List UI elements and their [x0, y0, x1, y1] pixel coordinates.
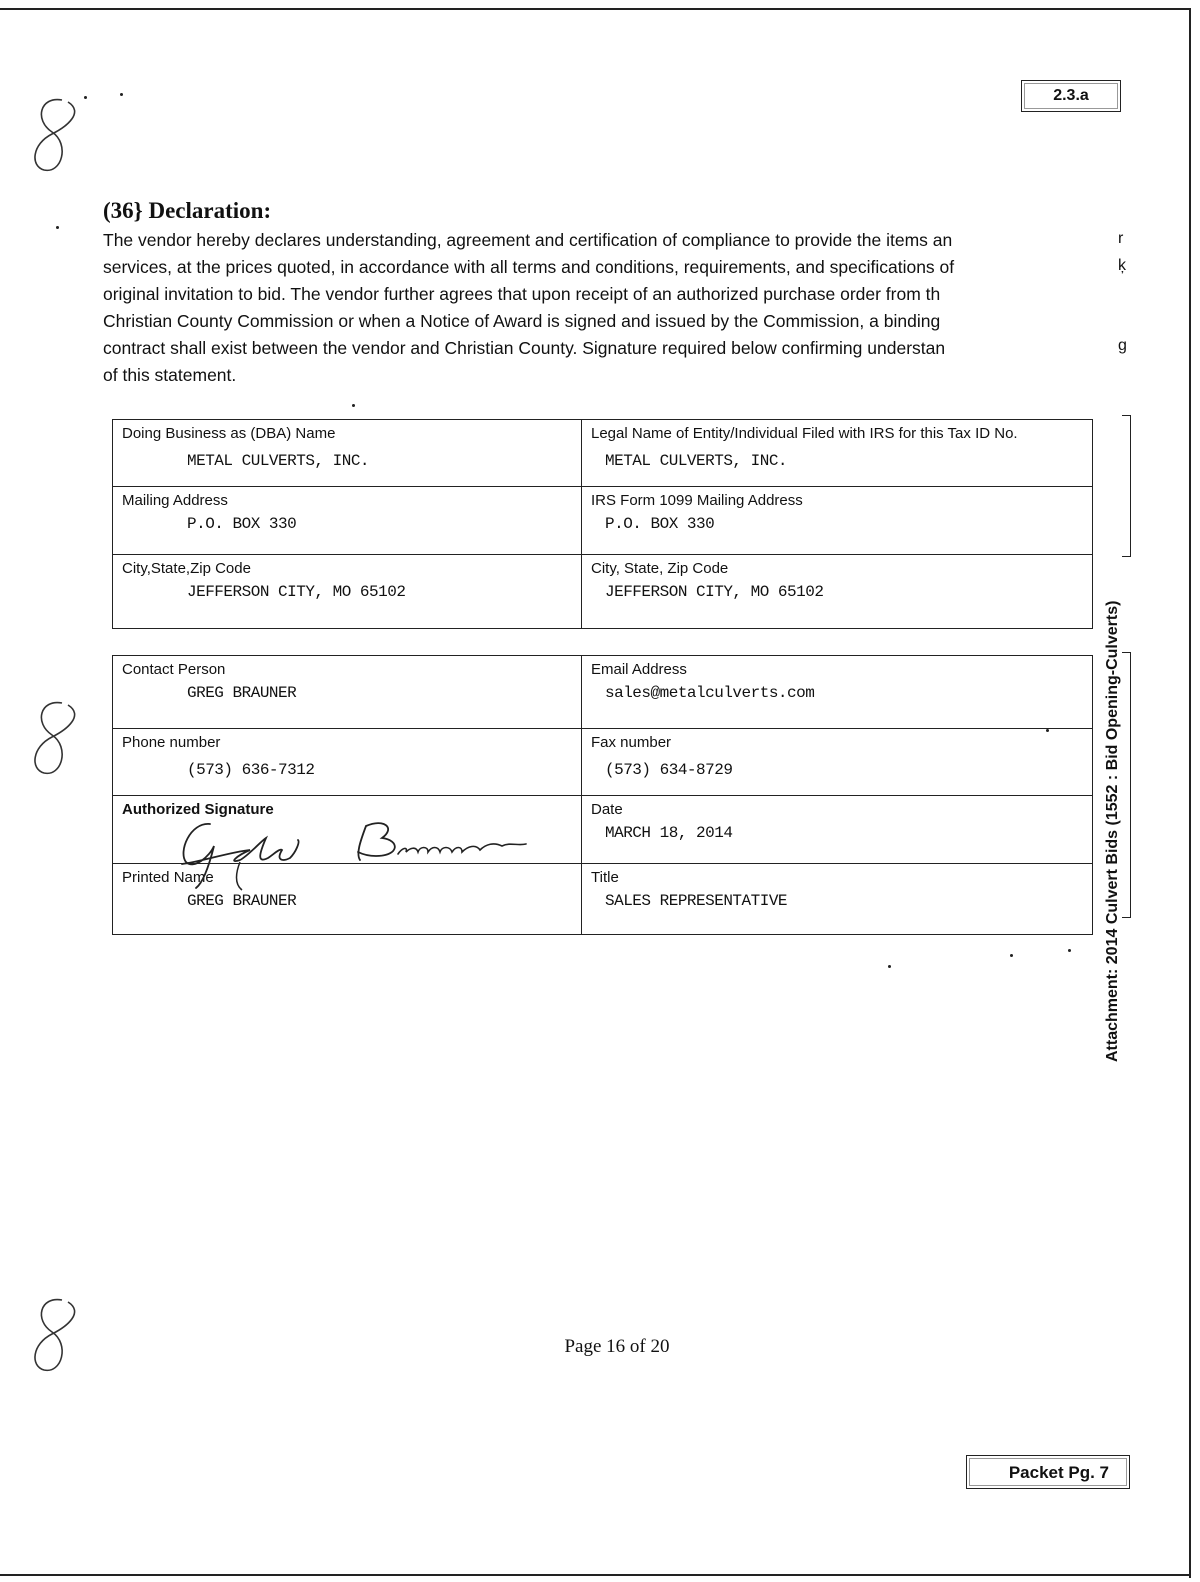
handwritten-signature [170, 812, 550, 892]
irs-city-state-zip-value: JEFFERSON CITY, MO 65102 [605, 583, 824, 601]
declaration-text [103, 227, 1103, 389]
fax-cell [582, 729, 1093, 796]
phone-value: (573) 636-7312 [187, 761, 315, 779]
dba-value: METAL CULVERTS, INC. [187, 452, 370, 470]
declaration-line: original invitation to bid. The vendor further agrees that upon receipt of an authorized purchase order from th [103, 284, 941, 304]
mailing-address-label: Mailing Address [122, 492, 228, 509]
declaration-line: contract shall exist between the vendor and Christian County. Signature required below confirming understan [103, 338, 946, 358]
irs-mailing-address-label: IRS Form 1099 Mailing Address [591, 492, 803, 509]
edge-fragment: g [1118, 337, 1127, 354]
scan-speck [888, 965, 891, 968]
binder-ring-icon [22, 92, 92, 182]
scan-speck [1046, 729, 1049, 732]
scan-speck [1068, 949, 1071, 952]
margin-bracket [1122, 652, 1131, 918]
binder-ring-icon [22, 695, 92, 785]
declaration-line: Christian County Commission or when a Notice of Award is signed and issued by the Commission, a binding [103, 311, 941, 331]
legal-name-label: Legal Name of Entity/Individual Filed with IRS for this Tax ID No. [591, 425, 1018, 442]
irs-city-state-zip-label: City, State, Zip Code [591, 560, 729, 577]
title-cell [582, 864, 1093, 935]
scan-speck [1010, 954, 1013, 957]
scan-speck [352, 404, 355, 407]
dba-label: Doing Business as (DBA) Name [122, 425, 336, 442]
city-state-zip-cell [113, 555, 582, 629]
fax-value: (573) 634-8729 [605, 761, 733, 779]
email-cell [582, 656, 1093, 729]
date-cell [582, 796, 1093, 864]
date-label: Date [591, 801, 623, 818]
page-border-bottom [0, 1574, 1190, 1576]
scan-speck [84, 96, 87, 99]
printed-name-label: Printed Name [122, 869, 214, 886]
irs-mailing-address-value: P.O. BOX 330 [605, 515, 715, 533]
section-heading: (36} Declaration: [103, 198, 272, 223]
edge-fragment: ķ [1118, 257, 1126, 274]
mailing-address-value: P.O. BOX 330 [187, 515, 297, 533]
scan-speck [120, 93, 123, 96]
vendor-info-table [112, 419, 1093, 629]
dba-cell [113, 420, 582, 487]
authorized-signature-label: Authorized Signature [122, 801, 274, 818]
mailing-address-cell [113, 487, 582, 555]
irs-city-state-zip-cell [582, 555, 1093, 629]
phone-label: Phone number [122, 734, 221, 751]
page-number: Page 16 of 20 [564, 1336, 670, 1357]
legal-name-value: METAL CULVERTS, INC. [605, 452, 788, 470]
page-border-top [0, 8, 1190, 10]
phone-cell [113, 729, 582, 796]
contact-person-cell [113, 656, 582, 729]
contact-person-label: Contact Person [122, 661, 226, 678]
city-state-zip-value: JEFFERSON CITY, MO 65102 [187, 583, 406, 601]
packet-page-box: Packet Pg. 7 [966, 1455, 1130, 1489]
declaration-line: of this statement. [103, 365, 237, 385]
edge-fragment: r [1118, 230, 1124, 247]
declaration-line: The vendor hereby declares understanding, agreement and certification of compliance to provide the items an [103, 230, 953, 250]
email-label: Email Address [591, 661, 687, 678]
contact-person-value: GREG BRAUNER [187, 684, 297, 702]
reference-code-box: 2.3.a [1021, 80, 1121, 112]
date-value: MARCH 18, 2014 [605, 824, 733, 842]
email-value: sales@metalculverts.com [605, 684, 815, 702]
city-state-zip-label: City,State,Zip Code [122, 560, 251, 577]
irs-mailing-address-cell [582, 487, 1093, 555]
fax-label: Fax number [591, 734, 672, 751]
attachment-side-note: Attachment: 2014 Culvert Bids (1552 : Bid Opening-Culverts) [1104, 600, 1121, 1062]
legal-name-cell [582, 420, 1093, 487]
contact-info-table [112, 655, 1093, 935]
title-label: Title [591, 869, 619, 886]
declaration-line: services, at the prices quoted, in accordance with all terms and conditions, requirements, and specifications of [103, 257, 955, 277]
scan-speck [56, 226, 59, 229]
title-value: SALES REPRESENTATIVE [605, 892, 788, 910]
margin-bracket [1122, 415, 1131, 557]
printed-name-value: GREG BRAUNER [187, 892, 297, 910]
